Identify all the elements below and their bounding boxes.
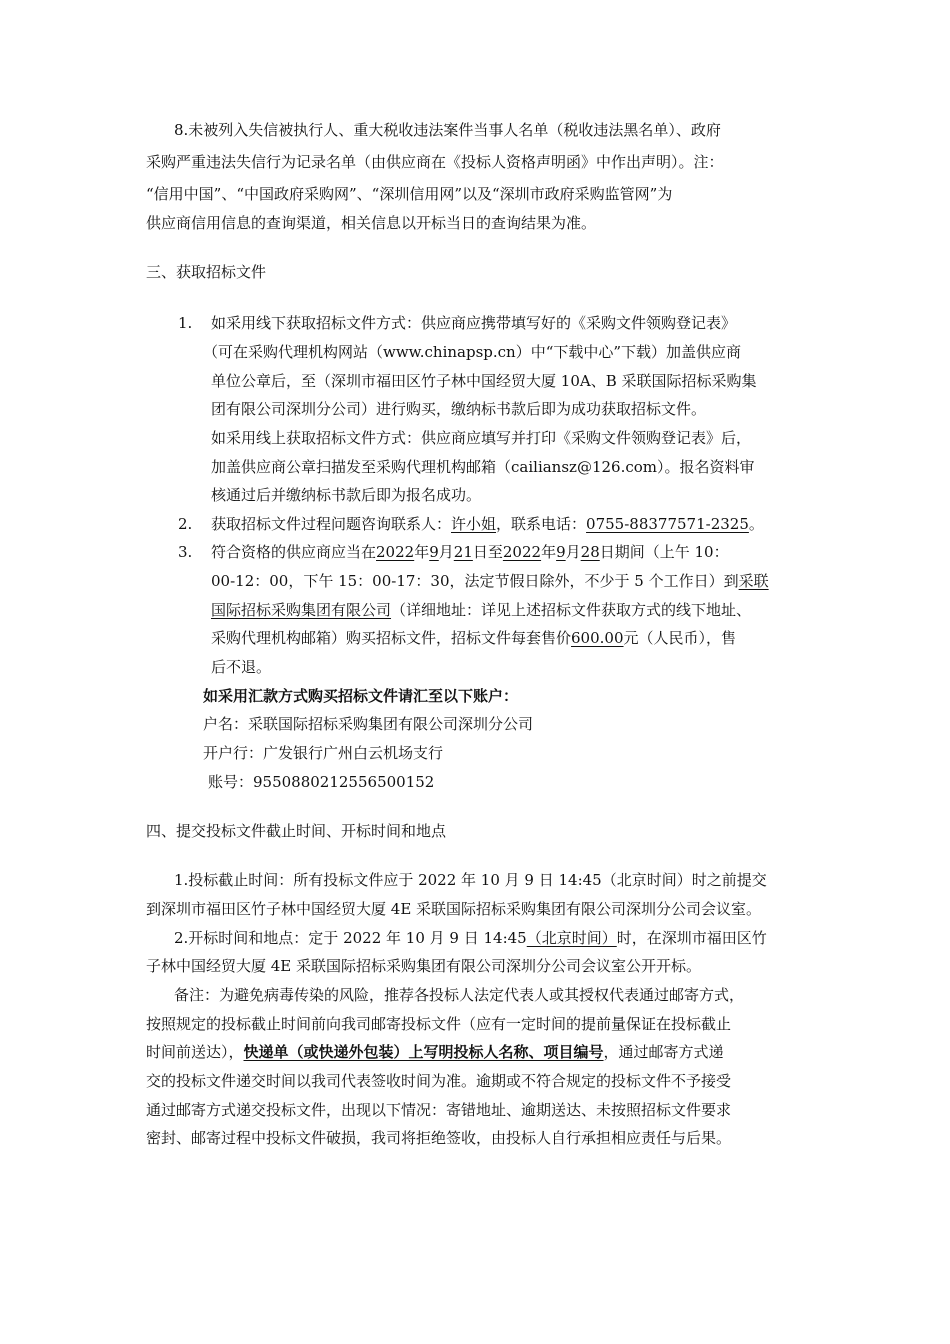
item3-line1: [211, 542, 729, 562]
item3-line4: [211, 628, 736, 648]
item8-line4: 供应商信用信息的查询渠道，相关信息以开标当日的查询结果为准。: [146, 214, 597, 232]
item2-number: 2.: [178, 515, 193, 533]
start-day: 21: [453, 543, 473, 561]
item2-mid: ，联系电话：: [496, 515, 587, 533]
item1-number: 1.: [178, 314, 193, 332]
item3-text: 符合资格的供应商应当在: [211, 543, 377, 561]
note-text: 时间前送达），: [146, 1043, 244, 1061]
opening-line1: [174, 928, 767, 948]
start-year: 2022: [376, 543, 415, 561]
item3-line2: [211, 571, 769, 591]
note-line3: [146, 1042, 724, 1062]
item8-line2: 采购严重违法失信行为记录名单（由供应商在《投标人资格声明函》中作出声明）。注：: [146, 153, 724, 171]
item3-text: 年: [541, 543, 557, 561]
opening-line2: 子林中国经贸大厦 4E 采联国际招标采购集团有限公司深圳分公司会议室公开开标。: [146, 957, 702, 975]
contact-phone: 0755-88377571-2325: [586, 515, 749, 533]
deadline-line2: 到深圳市福田区竹子林中国经贸大厦 4E 采联国际招标采购集团有限公司深圳分公司会议室。: [146, 900, 762, 918]
item3-text: （详细地址：详见上述招标文件获取方式的线下地址、: [391, 601, 752, 619]
item3-text: 月: [438, 543, 454, 561]
bank-account-name: 户名：采联国际招标采购集团有限公司深圳分公司: [203, 715, 534, 733]
item1-line5: 如采用线上获取招标文件方式：供应商应填写并打印《采购文件领购登记表》后，: [211, 429, 752, 447]
item2-line: [211, 514, 764, 534]
item1-line7: 核通过后并缴纳标书款后即为报名成功。: [211, 486, 482, 504]
end-month: 9: [556, 543, 566, 561]
item3-text: 元（人民币），售: [623, 629, 737, 647]
note-emphasis: 快递单（或快递外包装）上写明投标人名称、项目编号: [243, 1043, 604, 1061]
document-price: 600.00: [571, 629, 624, 647]
opening-text: 时，在深圳市福田区竹: [616, 929, 767, 947]
item3-text: 日至: [472, 543, 503, 561]
bank-name: 开户行：广发银行广州白云机场支行: [203, 744, 444, 762]
deadline-line1: 1.投标截止时间：所有投标文件应于 2022 年 10 月 9 日 14:45（北京时间）时之前提交: [174, 871, 767, 889]
note-line6: 密封、邮寄过程中投标文件破损，我司将拒绝签收，由投标人自行承担相应责任与后果。: [146, 1129, 732, 1147]
item1-line2: （可在采购代理机构网站（www.chinapsp.cn）中“下载中心”下载）加盖供应商: [203, 343, 742, 361]
item1-line6: 加盖供应商公章扫描发至采购代理机构邮箱（caili‌ansz@126.com）。报名资料审: [211, 458, 755, 476]
note-line2: 按照规定的投标截止时间前向我司邮寄投标文件（应有一定时间的提前量保证在投标截止: [146, 1015, 732, 1033]
section4-heading: 四、提交投标文件截止时间、开标时间和地点: [146, 822, 447, 840]
end-day: 28: [580, 543, 600, 561]
agency-name-part1: 采联: [738, 572, 769, 590]
contact-name: 许小姐: [451, 515, 497, 533]
item1-line1: 如采用线下获取招标文件方式：供应商应携带填写好的《采购文件领购登记表》: [211, 314, 737, 332]
item3-text: 采购代理机构邮箱）购买招标文件，招标文件每套售价: [211, 629, 572, 647]
item2-prefix: 获取招标文件过程问题咨询联系人：: [211, 515, 452, 533]
item3-line3: [211, 600, 751, 620]
item3-text: 00-12：00，下午 15：00-17：30，法定节假日除外，不少于 5 个工作日）到: [211, 572, 739, 590]
note-line5: 通过邮寄方式递交投标文件，出现以下情况：寄错地址、逾期送达、未按照招标文件要求: [146, 1101, 732, 1119]
end-year: 2022: [502, 543, 542, 561]
note-text: ，通过邮寄方式递: [603, 1043, 724, 1061]
item3-text: 月: [565, 543, 581, 561]
item3-line5: 后不退。: [211, 658, 272, 676]
item2-suffix: 。: [748, 515, 764, 533]
opening-text: 2.开标时间和地点：定于 2022 年 10 月 9 日 14:45: [174, 929, 527, 947]
agency-name-part2: 国际招标采购集团有限公司: [211, 601, 392, 619]
note-line4: 交的投标文件递交时间以我司代表签收时间为准。逾期或不符合规定的投标文件不予接受: [146, 1072, 732, 1090]
item3-text: 年: [414, 543, 430, 561]
item8-line1: 8.未被列入失信被执行人、重大税收违法案件当事人名单（税收违法黑名单）、政府: [174, 121, 721, 139]
item3-text: 日期间（上午 10：: [599, 543, 729, 561]
bank-title: 如采用汇款方式购买招标文件请汇至以下账户：: [203, 687, 519, 705]
item8-line3: “信用中国”、“中国政府采购网”、“深圳信用网”以及“深圳市政府采购监管网”为: [146, 185, 673, 203]
section3-heading: 三、获取招标文件: [146, 263, 267, 281]
note-line1: 备注：为避免病毒传染的风险，推荐各投标人法定代表人或其授权代表通过邮寄方式，: [174, 986, 745, 1004]
start-month: 9: [429, 543, 439, 561]
item1-line3: 单位公章后，至（深圳市福田区竹子林中国经贸大厦 10A、B 采联国际招标采购集: [211, 372, 757, 390]
bank-account-number: 账号：9550880212556500152: [208, 773, 435, 791]
item1-line4: 团有限公司深圳分公司）进行购买，缴纳标书款后即为成功获取招标文件。: [211, 400, 707, 418]
item3-number: 3.: [178, 543, 193, 561]
opening-beijing-time: （北京时间）: [526, 929, 617, 947]
